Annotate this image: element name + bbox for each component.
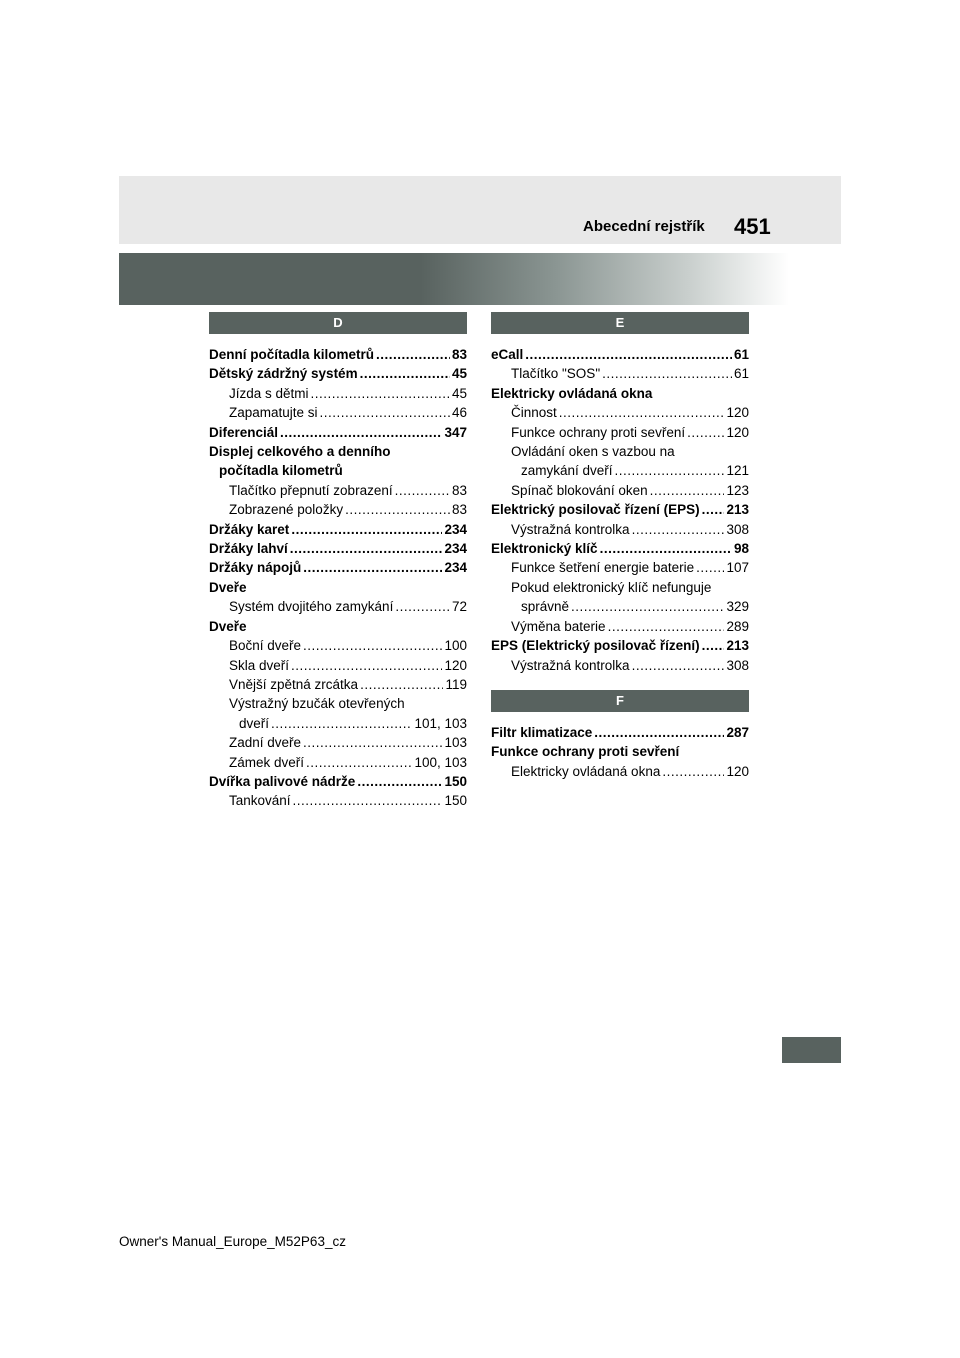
- entry-term: Jízda s dětmi: [229, 385, 309, 401]
- entry-page: 120: [444, 657, 467, 673]
- dot-leader: [650, 481, 725, 500]
- index-entry: [209, 733, 467, 752]
- entry-page: 45: [451, 366, 467, 382]
- entry-page: 234: [444, 560, 467, 576]
- entry-term: Držáky karet: [209, 521, 290, 537]
- dot-leader: [608, 617, 725, 636]
- index-entry: [209, 500, 467, 519]
- letter-heading-f: F: [491, 690, 749, 712]
- entry-page: 120: [726, 763, 749, 779]
- index-entry: [209, 791, 467, 810]
- entry-page: 213: [726, 502, 749, 518]
- index-entry: [209, 520, 467, 539]
- entry-term: eCall: [491, 347, 524, 362]
- index-entry: [491, 345, 749, 364]
- index-entry: [209, 578, 467, 597]
- dot-leader: [702, 636, 725, 655]
- entry-page: 119: [445, 676, 467, 692]
- index-entry: [491, 364, 749, 383]
- dot-leader: [559, 403, 725, 422]
- index-entry: [491, 403, 749, 422]
- page-number: 451: [734, 214, 771, 239]
- index-entry: [209, 442, 467, 461]
- entry-term: Systém dvojitého zamykání: [229, 599, 394, 615]
- dot-leader: [357, 772, 442, 791]
- entry-page: 103: [444, 735, 467, 751]
- entry-page: 347: [444, 424, 467, 440]
- entry-page: 45: [451, 385, 467, 401]
- entry-term: Výstražná kontrolka: [511, 657, 630, 673]
- entry-term: Boční dveře: [229, 638, 302, 654]
- entry-page: 213: [726, 638, 749, 654]
- entry-page: 46: [451, 405, 467, 421]
- entry-page: 83: [451, 502, 467, 518]
- dot-leader: [696, 558, 724, 577]
- index-entry: [491, 423, 749, 442]
- index-entry: [209, 753, 467, 772]
- index-entry: [209, 345, 467, 364]
- entry-page: 287: [726, 724, 749, 740]
- entry-page: 289: [726, 618, 749, 634]
- entry-page: 120: [726, 424, 749, 440]
- entry-term: Tlačítko "SOS": [511, 366, 601, 382]
- entry-term: Elektricky ovládaná okna: [511, 763, 661, 779]
- entry-term: Výstražný bzučák otevřených: [229, 696, 405, 712]
- entries-d: [209, 345, 467, 811]
- index-entry: [209, 558, 467, 577]
- dot-leader: [311, 384, 450, 403]
- entry-term: Funkce ochrany proti sevření: [511, 424, 686, 440]
- index-entry: [209, 636, 467, 655]
- entry-term: Spínač blokování oken: [511, 482, 648, 498]
- entry-page: 150: [444, 773, 467, 789]
- entry-term: Elektrický posilovač řízení (EPS): [491, 502, 700, 518]
- entries-f: [491, 723, 749, 781]
- dot-leader: [290, 539, 443, 558]
- index-entry: [491, 442, 749, 461]
- entry-term: Skla dveří: [229, 657, 290, 673]
- index-column-e: [491, 312, 749, 781]
- entry-page: 100, 103: [414, 754, 467, 770]
- index-entry: [209, 617, 467, 636]
- entry-term: Činnost: [511, 405, 557, 421]
- entry-term: Držáky nápojů: [209, 560, 302, 576]
- entry-term: Zámek dveří: [229, 754, 305, 770]
- section-title: Abecední rejstřík: [583, 218, 705, 235]
- entry-page: 61: [733, 366, 749, 382]
- index-entry: [209, 714, 467, 733]
- decorative-gradient-bar: [119, 253, 789, 305]
- index-entry: [491, 539, 749, 558]
- entry-page: 308: [726, 521, 749, 537]
- dot-leader: [306, 753, 412, 772]
- index-column-d: [209, 312, 467, 811]
- footer-text: Owner's Manual_Europe_M52P63_cz: [119, 1234, 346, 1249]
- entry-term: Zadní dveře: [229, 735, 302, 751]
- entry-term: Diferenciál: [209, 424, 279, 440]
- index-entry: [491, 500, 749, 519]
- dot-leader: [594, 723, 724, 742]
- entry-term: počítadla kilometrů: [219, 463, 343, 479]
- entry-term: Elektronický klíč: [491, 541, 598, 557]
- index-entry: [209, 694, 467, 713]
- entry-page: 123: [726, 482, 749, 498]
- entry-page: 98: [733, 541, 749, 557]
- dot-leader: [600, 539, 732, 558]
- entry-page: 107: [726, 560, 749, 576]
- index-entry: [491, 762, 749, 781]
- entry-page: 72: [451, 599, 467, 615]
- entry-term: Denní počítadla kilometrů: [209, 347, 375, 362]
- dot-leader: [293, 791, 443, 810]
- entry-term: Výměna baterie: [511, 618, 606, 634]
- entry-page: 308: [726, 657, 749, 673]
- entry-term: Dětský zádržný systém: [209, 366, 358, 382]
- entry-term: správně: [521, 599, 570, 615]
- entry-page: 234: [444, 521, 467, 537]
- index-entry: [491, 520, 749, 539]
- entry-page: 120: [726, 405, 749, 421]
- dot-leader: [303, 636, 442, 655]
- entry-term: EPS (Elektrický posilovač řízení): [491, 638, 700, 654]
- entry-term: Dveře: [209, 579, 247, 595]
- dot-leader: [303, 558, 442, 577]
- dot-leader: [376, 345, 450, 364]
- index-entry: [491, 636, 749, 655]
- index-entry: [491, 558, 749, 577]
- entry-term: Funkce šetření energie baterie: [511, 560, 695, 576]
- entry-page: 234: [444, 541, 467, 557]
- index-entry: [209, 364, 467, 383]
- dot-leader: [632, 656, 725, 675]
- dot-leader: [291, 520, 442, 539]
- entry-term: Filtr klimatizace: [491, 724, 593, 740]
- dot-leader: [395, 481, 450, 500]
- entry-term: Displej celkového a denního: [209, 444, 391, 460]
- index-entry: [491, 617, 749, 636]
- dot-leader: [303, 733, 442, 752]
- dot-leader: [687, 423, 724, 442]
- entry-page: 100: [444, 638, 467, 654]
- entry-term: Tankování: [229, 793, 291, 809]
- dot-leader: [525, 345, 732, 364]
- entry-term: zamykání dveří: [521, 463, 613, 479]
- entry-term: Dveře: [209, 618, 247, 634]
- chapter-tab: [782, 1037, 841, 1063]
- dot-leader: [615, 461, 725, 480]
- entries-e: [491, 345, 749, 675]
- entry-page: 61: [733, 347, 749, 362]
- index-entry: [209, 772, 467, 791]
- entry-term: Výstražná kontrolka: [511, 521, 630, 537]
- entry-term: Pokud elektronický klíč nefunguje: [511, 579, 712, 595]
- entry-page: 83: [451, 347, 467, 362]
- entry-term: Zobrazené položky: [229, 502, 344, 518]
- entry-term: Vnější zpětná zrcátka: [229, 676, 359, 692]
- letter-heading-e: E: [491, 312, 749, 334]
- entry-term: Dvířka palivové nádrže: [209, 773, 356, 789]
- dot-leader: [395, 597, 450, 616]
- entry-page: 83: [451, 482, 467, 498]
- dot-leader: [571, 597, 724, 616]
- index-entry: [491, 656, 749, 675]
- entry-page: 121: [726, 463, 749, 479]
- entry-page: 329: [726, 599, 749, 615]
- index-entry: [491, 384, 749, 403]
- entry-term: Funkce ochrany proti sevření: [491, 744, 680, 760]
- dot-leader: [632, 520, 725, 539]
- index-entry: [491, 578, 749, 597]
- dot-leader: [345, 500, 450, 519]
- dot-leader: [702, 500, 725, 519]
- index-entry: [209, 656, 467, 675]
- entry-term: Ovládání oken s vazbou na: [511, 444, 675, 460]
- dot-leader: [662, 762, 724, 781]
- entry-page: 101, 103: [414, 715, 467, 731]
- header-band: [119, 176, 841, 244]
- dot-leader: [602, 364, 732, 383]
- index-entry: [491, 597, 749, 616]
- index-entry: [209, 423, 467, 442]
- entry-term: Elektricky ovládaná okna: [491, 385, 653, 401]
- index-entry: [491, 723, 749, 742]
- dot-leader: [291, 656, 442, 675]
- index-entry: [491, 742, 749, 761]
- index-entry: [209, 461, 467, 480]
- index-entry: [209, 597, 467, 616]
- index-entry: [209, 539, 467, 558]
- dot-leader: [271, 714, 412, 733]
- letter-heading-d: D: [209, 312, 467, 334]
- index-entry: [209, 675, 467, 694]
- entry-term: dveří: [239, 715, 270, 731]
- index-entry: [209, 481, 467, 500]
- dot-leader: [280, 423, 442, 442]
- entry-term: Tlačítko přepnutí zobrazení: [229, 482, 393, 498]
- entry-page: 150: [444, 793, 467, 809]
- index-entry: [491, 461, 749, 480]
- dot-leader: [360, 364, 450, 383]
- index-entry: [209, 403, 467, 422]
- entry-term: Držáky lahví: [209, 541, 288, 557]
- index-entry: [491, 481, 749, 500]
- dot-leader: [360, 675, 443, 694]
- index-entry: [209, 384, 467, 403]
- entry-term: Zapamatujte si: [229, 405, 318, 421]
- dot-leader: [320, 403, 450, 422]
